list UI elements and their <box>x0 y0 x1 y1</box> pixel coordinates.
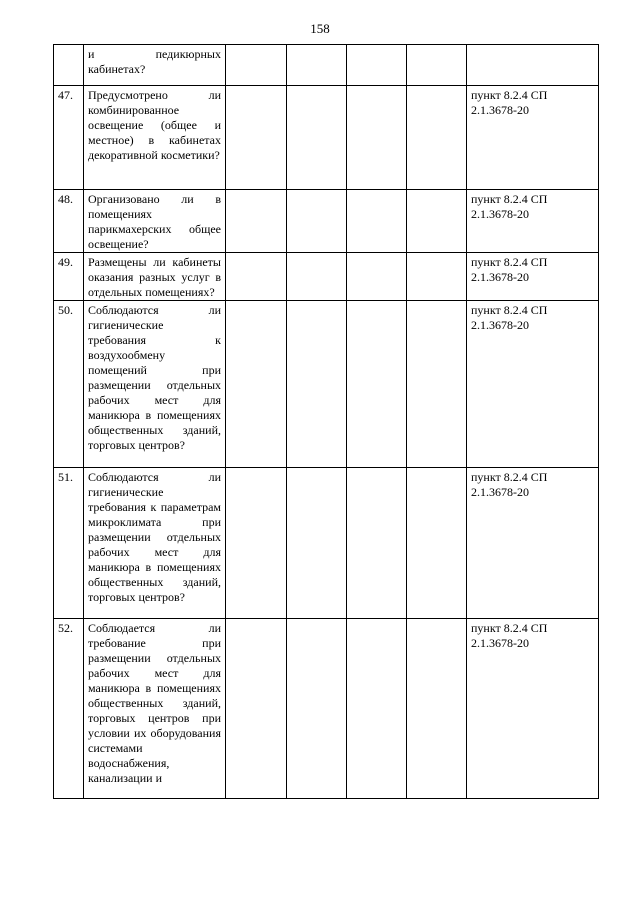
answer-cell <box>347 619 407 799</box>
table-row <box>54 301 599 468</box>
reference-line: пункт 8.2.4 СП <box>471 255 548 269</box>
reference-line: 2.1.3678-20 <box>471 318 529 332</box>
reference-cell <box>467 45 599 86</box>
answer-cell <box>407 253 467 301</box>
table-row <box>54 190 599 253</box>
question-text: Соблюдается ли требование при размещении отдельных рабочих мест для маникюра в помещениях общественных зданий, торговых центров при условии их оборудования системами водоснабжения, канализации и <box>84 619 226 799</box>
reference-line: пункт 8.2.4 СП <box>471 470 548 484</box>
reference-line: пункт 8.2.4 СП <box>471 88 548 102</box>
reference-line: 2.1.3678-20 <box>471 485 529 499</box>
reference-line: пункт 8.2.4 СП <box>471 192 548 206</box>
reference-cell <box>467 86 599 190</box>
table-row <box>54 45 599 86</box>
reference-line: 2.1.3678-20 <box>471 103 529 117</box>
reference-cell <box>467 253 599 301</box>
answer-cell <box>407 301 467 468</box>
answer-cell <box>226 190 287 253</box>
answer-cell <box>226 468 287 619</box>
answer-cell <box>287 86 347 190</box>
answer-cell <box>347 468 407 619</box>
answer-cell <box>287 468 347 619</box>
answer-cell <box>226 301 287 468</box>
answer-cell <box>347 86 407 190</box>
question-text: Предусмотрено ли комбинированное освещение (общее и местное) в кабинетах декоративной косметики? <box>84 86 226 190</box>
reference-line: 2.1.3678-20 <box>471 636 529 650</box>
table-row <box>54 253 599 301</box>
reference-line: 2.1.3678-20 <box>471 270 529 284</box>
checklist-table <box>53 44 599 799</box>
table-row <box>54 619 599 799</box>
answer-cell <box>287 301 347 468</box>
answer-cell <box>347 253 407 301</box>
answer-cell <box>226 45 287 86</box>
row-number: 49. <box>54 253 84 301</box>
question-text: и педикюрных кабинетах? <box>84 45 226 86</box>
row-number <box>54 45 84 86</box>
answer-cell <box>226 86 287 190</box>
table-row <box>54 468 599 619</box>
answer-cell <box>287 190 347 253</box>
answer-cell <box>407 86 467 190</box>
answer-cell <box>287 45 347 86</box>
row-number: 48. <box>54 190 84 253</box>
answer-cell <box>407 45 467 86</box>
answer-cell <box>407 619 467 799</box>
question-text: Организовано ли в помещениях парикмахерских общее освещение? <box>84 190 226 253</box>
answer-cell <box>287 253 347 301</box>
answer-cell <box>407 468 467 619</box>
row-number: 50. <box>54 301 84 468</box>
question-text: Соблюдаются ли гигиенические требования к воздухообмену помещений при размещении отдельных рабочих мест для маникюра в помещениях общественных зданий, торговых центров? <box>84 301 226 468</box>
question-text: Соблюдаются ли гигиенические требования к параметрам микроклимата при размещении отдельных рабочих мест для маникюра в помещениях общественных зданий, торговых центров? <box>84 468 226 619</box>
page-number: 158 <box>310 21 330 36</box>
reference-cell <box>467 190 599 253</box>
reference-cell <box>467 301 599 468</box>
row-number: 51. <box>54 468 84 619</box>
answer-cell <box>226 619 287 799</box>
reference-cell <box>467 619 599 799</box>
answer-cell <box>347 45 407 86</box>
row-number: 52. <box>54 619 84 799</box>
row-number: 47. <box>54 86 84 190</box>
answer-cell <box>347 190 407 253</box>
reference-line: пункт 8.2.4 СП <box>471 303 548 317</box>
answer-cell <box>407 190 467 253</box>
reference-line: пункт 8.2.4 СП <box>471 621 548 635</box>
question-text: Размещены ли кабинеты оказания разных услуг в отдельных помещениях? <box>84 253 226 301</box>
reference-cell <box>467 468 599 619</box>
answer-cell <box>347 301 407 468</box>
reference-line: 2.1.3678-20 <box>471 207 529 221</box>
table-row <box>54 86 599 190</box>
answer-cell <box>287 619 347 799</box>
answer-cell <box>226 253 287 301</box>
